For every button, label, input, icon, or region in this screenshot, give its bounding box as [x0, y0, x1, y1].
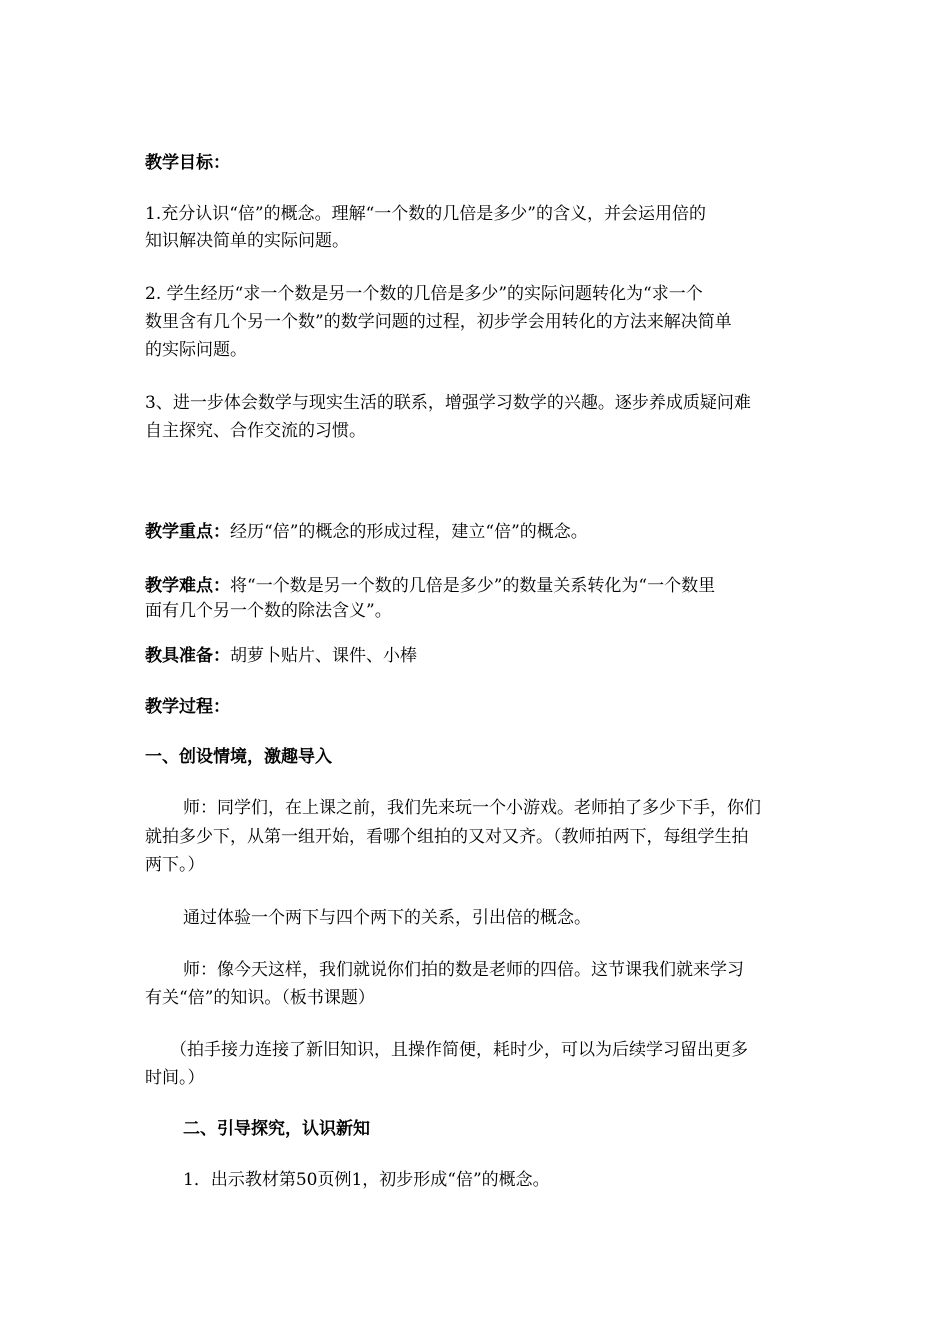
objective-3-line-2: 自主探究、合作交流的习惯。: [145, 421, 366, 441]
section-1-para-3-line-1: 师：像今天这样，我们就说你们拍的数是老师的四倍。这节课我们就来学习: [183, 960, 744, 980]
difficult-point-label: 教学难点：: [145, 576, 230, 596]
section-2-title: 二、引导探究，认识新知: [183, 1119, 370, 1139]
materials-label: 教具准备：: [145, 646, 230, 666]
section-1-para-4-line-2: 时间。）: [145, 1068, 205, 1088]
objective-3-line-1: 3、进一步体会数学与现实生活的联系，增强学习数学的兴趣。逐步养成质疑问难: [145, 393, 751, 413]
objective-2-line-1: 2. 学生经历“求一个数是另一个数的几倍是多少”的实际问题转化为“求一个: [145, 284, 703, 304]
difficult-point-text-line-2: 面有几个另一个数的除法含义”。: [145, 601, 392, 621]
section-1-para-1-line-1: 师：同学们，在上课之前，我们先来玩一个小游戏。老师拍了多少下手，你们: [183, 798, 761, 818]
objective-1-line-2: 知识解决简单的实际问题。: [145, 231, 349, 251]
objectives-heading: 教学目标：: [145, 153, 230, 173]
section-1-para-2: 通过体验一个两下与四个两下的关系，引出倍的概念。: [183, 908, 591, 928]
section-2-item-1: 1．出示教材第50页例1，初步形成“倍”的概念。: [183, 1170, 550, 1190]
section-1-para-1-line-3: 两下。）: [145, 855, 205, 875]
section-1-para-3-line-2: 有关“倍”的知识。（板书课题）: [145, 988, 375, 1008]
key-point-label: 教学重点：: [145, 522, 230, 542]
objective-1-line-1: 1.充分认识“倍”的概念。理解“一个数的几倍是多少”的含义，并会运用倍的: [145, 204, 706, 224]
objective-2-line-3: 的实际问题。: [145, 340, 247, 360]
materials-text: 胡萝卜贴片、课件、小棒: [230, 646, 417, 666]
section-1-para-4-line-1: （拍手接力连接了新旧知识，且操作简便，耗时少，可以为后续学习留出更多: [170, 1040, 748, 1060]
section-1-title: 一、创设情境，激趣导入: [145, 747, 332, 767]
section-1-para-1-line-2: 就拍多少下，从第一组开始，看哪个组拍的又对又齐。（教师拍两下，每组学生拍: [145, 827, 749, 847]
objective-2-line-2: 数里含有几个另一个数”的数学问题的过程，初步学会用转化的方法来解决简单: [145, 312, 732, 332]
difficult-point-text: 将“一个数是另一个数的几倍是多少”的数量关系转化为“一个数里: [230, 576, 716, 596]
difficult-point: [145, 573, 815, 599]
key-point: [145, 519, 815, 545]
process-heading: 教学过程：: [145, 697, 230, 717]
key-point-text: 经历“倍”的概念的形成过程，建立“倍”的概念。: [230, 522, 588, 542]
materials: [145, 643, 815, 669]
